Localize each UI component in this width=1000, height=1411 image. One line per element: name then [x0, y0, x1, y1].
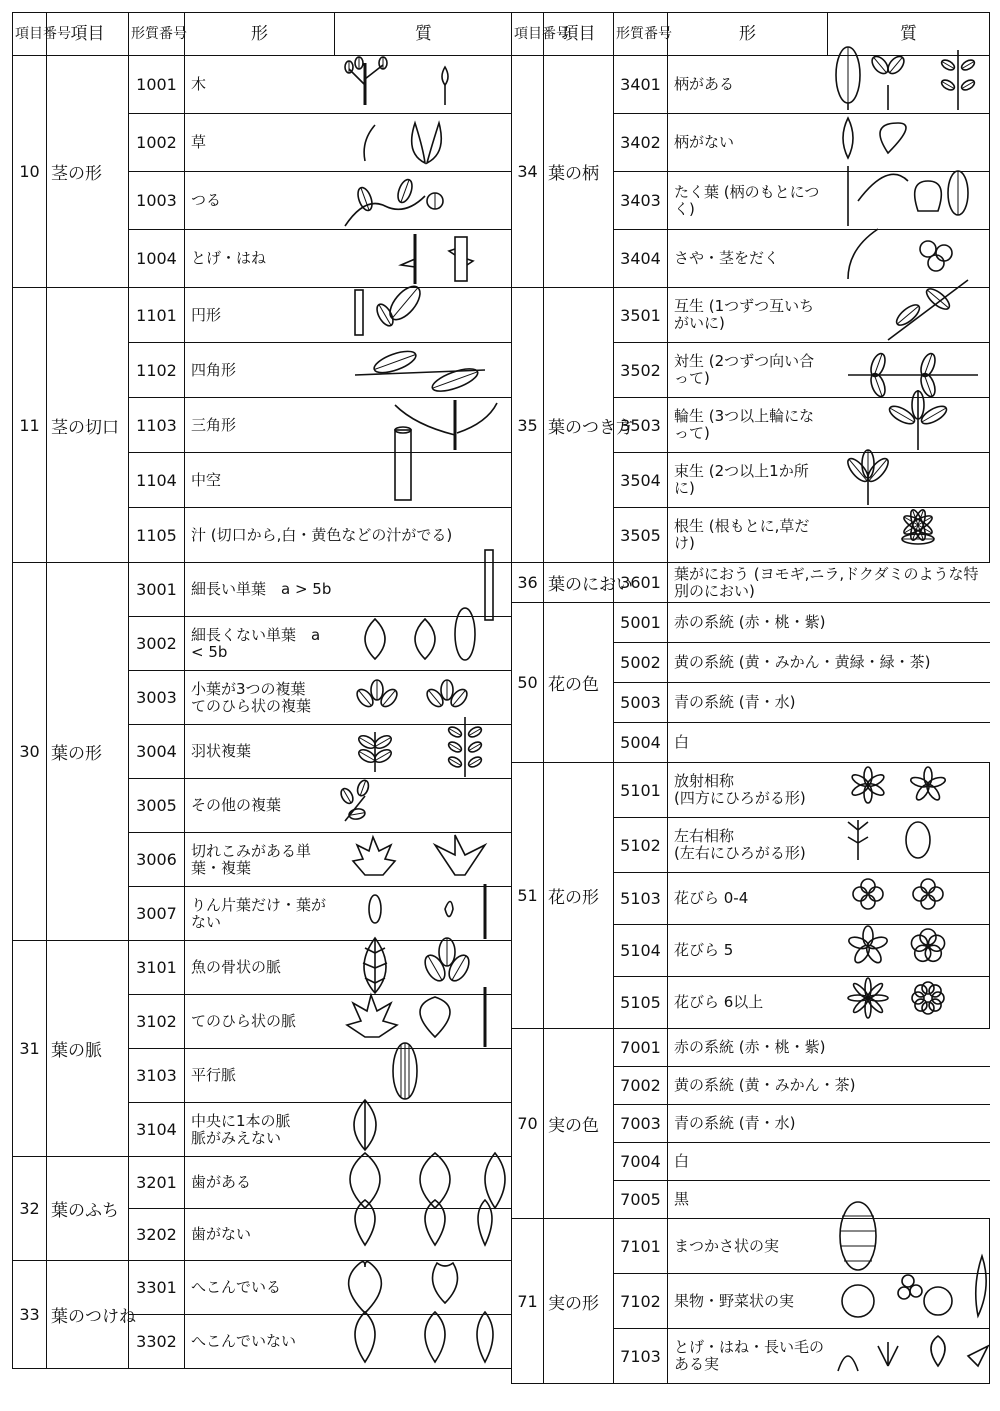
trait-illustration: [335, 56, 513, 114]
group-number: 35: [512, 288, 544, 563]
group-number: 32: [13, 1157, 47, 1261]
trait-illustration: [828, 818, 990, 873]
four-petal-icon: [828, 869, 990, 929]
trait-illustration: [335, 671, 513, 725]
table-row: [13, 1261, 513, 1315]
trait-code: 3003: [129, 671, 185, 725]
broad-leaf-icon: [335, 614, 513, 674]
header-shape-2: 質: [335, 13, 513, 56]
table-row: [13, 941, 513, 995]
thorn-icon: [335, 229, 513, 289]
group-name: 葉の柄: [544, 56, 614, 288]
trait-description: 細長い単葉 a > 5b: [185, 563, 335, 617]
fruit-icon: [828, 1271, 990, 1331]
triangle-stem-icon: [335, 395, 513, 455]
trait-description: 白: [668, 1143, 990, 1181]
group-name: 葉のにおい: [544, 563, 614, 603]
five-petal-icon: [828, 921, 990, 981]
trait-illustration: [828, 172, 990, 230]
group-number: 70: [512, 1029, 544, 1219]
trait-code: 3501: [614, 288, 668, 343]
trait-code: 3103: [129, 1049, 185, 1103]
trait-code: 5105: [614, 977, 668, 1029]
group-number: 31: [13, 941, 47, 1157]
table-row: [512, 563, 990, 603]
group-name: 実の色: [544, 1029, 614, 1219]
trait-description: 互生 (1つずつ互いちがいに): [668, 288, 828, 343]
group-number: 33: [13, 1261, 47, 1369]
stipule-icon: [828, 171, 990, 231]
table-row: [13, 288, 513, 343]
trait-code: 3102: [129, 995, 185, 1049]
trait-code: 3404: [614, 230, 668, 288]
trait-code: 3502: [614, 343, 668, 398]
trait-illustration: [828, 230, 990, 288]
trait-code: 5103: [614, 873, 668, 925]
trait-code: 7001: [614, 1029, 668, 1067]
pinnate-leaf-icon: [335, 722, 513, 782]
table-row: [13, 563, 513, 617]
trait-description: たく葉 (柄のもとにつく): [668, 172, 828, 230]
header-shape-2: 質: [828, 13, 990, 56]
radial-flower-icon: [828, 760, 990, 820]
trait-illustration: [828, 977, 990, 1029]
group-name: 葉の脈: [47, 941, 129, 1157]
trait-code: 3301: [129, 1261, 185, 1315]
table-row: [512, 603, 990, 643]
trait-illustration: [828, 508, 990, 563]
fascicled-icon: [828, 450, 990, 510]
header-row: [13, 13, 513, 56]
cordate-base-icon: [335, 1258, 513, 1318]
trait-code: 7101: [614, 1219, 668, 1274]
trait-description: つる: [185, 172, 335, 230]
group-number: 51: [512, 763, 544, 1029]
trait-code: 3202: [129, 1209, 185, 1261]
trait-illustration: [335, 887, 513, 941]
rosette-icon: [828, 505, 990, 565]
header-item: 項目: [544, 13, 614, 56]
trait-code: 1104: [129, 453, 185, 508]
group-name: 葉のつけね: [47, 1261, 129, 1369]
trait-code: 1101: [129, 288, 185, 343]
trait-illustration: [828, 56, 990, 114]
group-number: 50: [512, 603, 544, 763]
opposite-icon: [828, 340, 990, 400]
trait-description: 赤の系統 (赤・桃・紫): [668, 1029, 990, 1067]
header-item-no: 項目番号: [13, 13, 47, 56]
header-shape-no: 形質番号: [614, 13, 668, 56]
group-name: 葉のつき方: [544, 288, 614, 563]
header-shape-1: 形: [668, 13, 828, 56]
trait-description: 細長くない単葉 a < 5b: [185, 617, 335, 671]
trait-illustration: [828, 1219, 990, 1274]
trait-description: 青の系統 (青・水): [668, 1105, 990, 1143]
trait-code: 7003: [614, 1105, 668, 1143]
trait-description: りん片葉だけ・葉がない: [185, 887, 335, 941]
table-row: [512, 56, 990, 114]
group-name: 葉のふち: [47, 1157, 129, 1261]
sessile-icon: [828, 113, 990, 173]
trait-code: 7102: [614, 1274, 668, 1329]
group-number: 36: [512, 563, 544, 603]
trait-code: 3006: [129, 833, 185, 887]
trait-code: 3004: [129, 725, 185, 779]
trait-description: 輪生 (3つ以上輪になって): [668, 398, 828, 453]
trait-code: 3005: [129, 779, 185, 833]
trait-description: 黄の系統 (黄・みかん・黄緑・緑・茶): [668, 643, 990, 683]
trait-code: 7002: [614, 1067, 668, 1105]
trait-code: 3002: [129, 617, 185, 671]
trait-code: 3402: [614, 114, 668, 172]
header-item: 項目: [47, 13, 129, 56]
trait-description: 赤の系統 (赤・桃・紫): [668, 603, 990, 643]
table-row: [512, 1219, 990, 1274]
trait-description: 果物・野菜状の実: [668, 1274, 828, 1329]
trait-description: 四角形: [185, 343, 335, 398]
table-row: [13, 56, 513, 114]
bilateral-flower-icon: [828, 815, 990, 875]
trait-illustration: [828, 343, 990, 398]
trait-illustration: [828, 925, 990, 977]
trait-illustration: [335, 1261, 513, 1315]
trait-code: 3001: [129, 563, 185, 617]
group-name: 茎の切口: [47, 288, 129, 563]
sheath-icon: [828, 229, 990, 289]
table-row: [13, 1157, 513, 1209]
table-row: [512, 1029, 990, 1067]
trait-description: 白: [668, 723, 990, 763]
trait-description: 木: [185, 56, 335, 114]
trait-description: まつかさ状の実: [668, 1219, 828, 1274]
vine-icon: [335, 171, 513, 231]
petiole-icon: [828, 55, 990, 115]
trait-description: 青の系統 (青・水): [668, 683, 990, 723]
trait-illustration: [335, 995, 513, 1049]
table-row: [512, 763, 990, 818]
parallel-vein-icon: [335, 1046, 513, 1106]
trait-code: 1102: [129, 343, 185, 398]
trait-illustration: [335, 833, 513, 887]
trait-description: 柄がある: [668, 56, 828, 114]
trait-code: 5102: [614, 818, 668, 873]
scale-leaf-icon: [335, 884, 513, 944]
left-table: [12, 12, 513, 1369]
trait-illustration: [828, 1329, 990, 1384]
trait-illustration: [335, 725, 513, 779]
trait-illustration: [828, 398, 990, 453]
trait-description: 葉がにおう (ヨモギ,ニラ,ドクダミのような特別のにおい): [668, 563, 990, 603]
trait-illustration: [335, 779, 513, 833]
trait-description: 草: [185, 114, 335, 172]
trait-description: へこんでいない: [185, 1315, 335, 1369]
trait-description: 汁 (切口から,白・黄色などの汁がでる): [185, 508, 513, 563]
trait-description: 花びら 5: [668, 925, 828, 977]
trait-code: 5001: [614, 603, 668, 643]
trait-code: 5101: [614, 763, 668, 818]
trait-description: 中空: [185, 453, 335, 508]
trait-code: 7005: [614, 1181, 668, 1219]
trait-description: 左右相称 (左右にひろがる形): [668, 818, 828, 873]
trait-illustration: [828, 1274, 990, 1329]
table-row: [512, 288, 990, 343]
trait-code: 3601: [614, 563, 668, 603]
trait-description: てのひら状の脈: [185, 995, 335, 1049]
group-name: 葉の形: [47, 563, 129, 941]
trait-code: 3101: [129, 941, 185, 995]
tree-icon: [335, 55, 513, 115]
trait-code: 3401: [614, 56, 668, 114]
trait-code: 3007: [129, 887, 185, 941]
trait-illustration: [335, 398, 513, 453]
trait-description: 歯がある: [185, 1157, 335, 1209]
trait-illustration: [335, 230, 513, 288]
trait-description: 魚の骨状の脈: [185, 941, 335, 995]
trait-description: とげ・はね: [185, 230, 335, 288]
group-name: 茎の形: [47, 56, 129, 288]
grass-icon: [335, 113, 513, 173]
group-number: 71: [512, 1219, 544, 1384]
trait-illustration: [335, 114, 513, 172]
trait-illustration: [335, 172, 513, 230]
trait-illustration: [335, 617, 513, 671]
round-stem-icon: [335, 285, 513, 345]
trait-description: さや・茎をだく: [668, 230, 828, 288]
many-petal-icon: [828, 973, 990, 1033]
trait-description: 切れこみがある単葉・複葉: [185, 833, 335, 887]
trait-code: 1002: [129, 114, 185, 172]
trait-code: 1103: [129, 398, 185, 453]
trait-code: 1105: [129, 508, 185, 563]
trait-description: 束生 (2つ以上1か所に): [668, 453, 828, 508]
trait-code: 3104: [129, 1103, 185, 1157]
header-item-no: 項目番号: [512, 13, 544, 56]
trait-description: 黄の系統 (黄・みかん・茶): [668, 1067, 990, 1105]
trait-code: 5004: [614, 723, 668, 763]
trait-description: 対生 (2つずつ向い合って): [668, 343, 828, 398]
trait-illustration: [335, 453, 513, 508]
trait-illustration: [335, 1315, 513, 1369]
trifoliate-leaf-icon: [335, 668, 513, 728]
hollow-stem-icon: [335, 450, 513, 510]
right-table: [511, 12, 990, 1384]
trait-illustration: [828, 873, 990, 925]
trait-illustration: [335, 563, 513, 617]
trait-illustration: [335, 1049, 513, 1103]
compound-leaf-icon: [335, 776, 513, 836]
lobed-leaf-icon: [335, 830, 513, 890]
trait-description: 黒: [668, 1181, 990, 1219]
narrow-leaf-icon: [335, 560, 513, 620]
tapered-base-icon: [335, 1312, 513, 1372]
trait-description: 花びら 6以上: [668, 977, 828, 1029]
trait-code: 1003: [129, 172, 185, 230]
trait-description: とげ・はね・長い毛のある実: [668, 1329, 828, 1384]
trait-illustration: [828, 288, 990, 343]
trait-description: 放射相称 (四方にひろがる形): [668, 763, 828, 818]
trait-description: へこんでいる: [185, 1261, 335, 1315]
trait-description: 根生 (根もとに,草だけ): [668, 508, 828, 563]
header-shape-1: 形: [185, 13, 335, 56]
trait-description: 三角形: [185, 398, 335, 453]
group-name: 花の色: [544, 603, 614, 763]
trait-description: 円形: [185, 288, 335, 343]
trait-code: 3302: [129, 1315, 185, 1369]
header-shape-no: 形質番号: [129, 13, 185, 56]
single-vein-icon: [335, 1100, 513, 1160]
trait-description: その他の複葉: [185, 779, 335, 833]
trait-code: 3503: [614, 398, 668, 453]
trait-code: 3505: [614, 508, 668, 563]
group-name: 花の形: [544, 763, 614, 1029]
trait-code: 5003: [614, 683, 668, 723]
trait-code: 5104: [614, 925, 668, 977]
whorled-icon: [828, 395, 990, 455]
trait-description: 歯がない: [185, 1209, 335, 1261]
group-number: 10: [13, 56, 47, 288]
trait-illustration: [828, 763, 990, 818]
winged-fruit-icon: [828, 1326, 990, 1386]
trait-code: 7004: [614, 1143, 668, 1181]
header-row: [512, 13, 990, 56]
palmate-vein-icon: [335, 992, 513, 1052]
trait-description: 柄がない: [668, 114, 828, 172]
trait-code: 7103: [614, 1329, 668, 1384]
trait-illustration: [828, 114, 990, 172]
group-number: 11: [13, 288, 47, 563]
trait-illustration: [335, 288, 513, 343]
square-stem-icon: [335, 340, 513, 400]
trait-code: 3504: [614, 453, 668, 508]
trait-code: 1004: [129, 230, 185, 288]
trait-code: 3403: [614, 172, 668, 230]
trait-description: 中央に1本の脈 脈がみえない: [185, 1103, 335, 1157]
trait-description: 羽状複葉: [185, 725, 335, 779]
trait-illustration: [335, 343, 513, 398]
trait-description: 小葉が3つの複葉 てのひら状の複葉: [185, 671, 335, 725]
group-name: 実の形: [544, 1219, 614, 1384]
group-number: 30: [13, 563, 47, 941]
trait-code: 5002: [614, 643, 668, 683]
trait-code: 3201: [129, 1157, 185, 1209]
trait-illustration: [335, 941, 513, 995]
trait-illustration: [335, 1209, 513, 1261]
alternate-icon: [828, 285, 990, 345]
group-number: 34: [512, 56, 544, 288]
trait-illustration: [828, 453, 990, 508]
pinecone-icon: [828, 1216, 990, 1276]
trait-code: 1001: [129, 56, 185, 114]
trait-illustration: [335, 1103, 513, 1157]
trait-description: 平行脈: [185, 1049, 335, 1103]
trait-description: 花びら 0-4: [668, 873, 828, 925]
smooth-edge-icon: [335, 1205, 513, 1265]
